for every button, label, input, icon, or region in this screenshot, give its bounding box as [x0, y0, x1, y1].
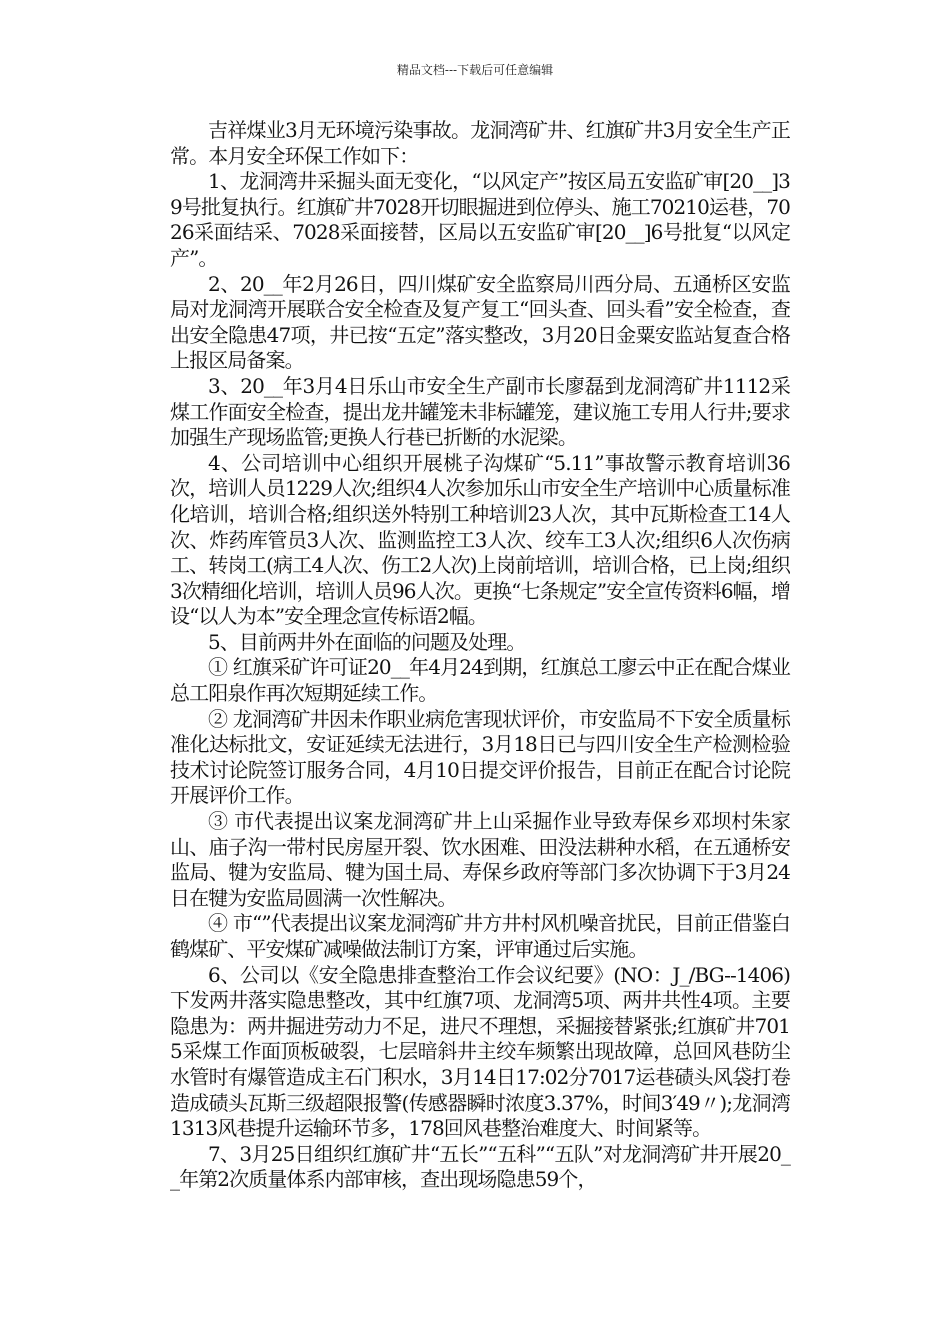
paragraph-item-3: 3、20__年3月4日乐山市安全生产副市长廖磊到龙洞湾矿井1112采煤工作面安全检查，提出龙井罐笼未非标罐笼，建议施工专用人行井;要求加强生产现场监管;更换人行巷已折断的水泥梁。: [170, 373, 790, 450]
paragraph-subitem-1: ① 红旗采矿许可证20__年4月24到期，红旗总工廖云中正在配合煤业总工阳泉作再次短期延续工作。: [170, 655, 790, 706]
paragraph-item-5: 5、目前两井外在面临的问题及处理。: [208, 629, 526, 654]
document-body: [170, 118, 790, 1193]
paragraph-item-6: 6、公司以《安全隐患排查整治工作会议纪要》(NO：J_/BG--1406)下发两井落实隐患整改，其中红旗7项、龙洞湾5项、两井共性4项。主要隐患为：两井掘进劳动力不足，进尺不理想，采掘接替紧张;红旗矿井7015采煤工作面顶板破裂，七层暗斜井主绞车频繁出现故障，总回风巷防尘水管时有爆管造成主石门积水，3月14日17:02分7017运巷碛头风袋打卷造成碛头瓦斯三级超限报警(传感器瞬时浓度3.37%，时间3′49〃);龙洞湾1313风巷提升运输环节多，178回风巷整治难度大、时间紧等。: [170, 962, 790, 1141]
paragraph-item-4: 4、公司培训中心组织开展桃子沟煤矿“5.11”事故警示教育培训36次，培训人员1229人次;组织4人次参加乐山市安全生产培训中心质量标准化培训，培训合格;组织送外特别工种培训23人次，其中瓦斯检查工14人次、炸药库管员3人次、监测监控工3人次、绞车工3人次;组织6人次伤病工、转岗工(病工4人次、伤工2人次)上岗前培训，培训合格，已上岗;组织3次精细化培训，培训人员96人次。更换“七条规定”安全宣传资料6幅，增设“以人为本”安全理念宣传标语2幅。: [170, 450, 790, 629]
paragraph-subitem-4: ④ 市“”代表提出议案龙洞湾矿井方井村风机噪音扰民，目前正借鉴白鹤煤矿、平安煤矿减噪做法制订方案，评审通过后实施。: [170, 911, 790, 961]
paragraph-subitem-3: ③ 市代表提出议案龙洞湾矿井上山采掘作业导致寿保乡邓坝村朱家山、庙子沟一带村民房屋开裂、饮水困难、田没法耕种水稻，在五通桥安监局、犍为安监局、犍为国土局、寿保乡政府等部门多次协调下于3月24日在犍为安监局圆满一次性解决。: [170, 809, 790, 910]
paragraph-item-7: 7、3月25日组织红旗矿井“五长”“五科”“五队”对龙洞湾矿井开展20__年第2次质量体系内部审核，查出现场隐患59个，: [170, 1141, 790, 1192]
paragraph-item-2: 2、20__年2月26日，四川煤矿安全监察局川西分局、五通桥区安监局对龙洞湾开展联合安全检查及复产复工“回头查、回头看”安全检查，查出安全隐患47项，井已按“五定”落实整改，3月20日金粟安监站复查合格上报区局备案。: [170, 271, 790, 373]
page-header: 精品文档---下载后可任意编辑: [396, 63, 554, 77]
paragraph-item-1: 1、龙洞湾井采掘头面无变化，“以风定产”按区局五安监矿审[20__]39号批复执行。红旗矿井7028开切眼掘进到位停头、施工70210运巷，7026采面结采、7028采面接替，区局以五安监矿审[20__]6号批复“以风定产”。: [170, 169, 790, 270]
paragraph-subitem-2: ② 龙洞湾矿井因未作职业病危害现状评价，市安监局不下安全质量标准化达标批文，安证延续无法进行，3月18日已与四川安全生产检测检验技术讨论院签订服务合同，4月10日提交评价报告，目前正在配合讨论院开展评价工作。: [170, 706, 790, 808]
paragraph-intro: 吉祥煤业3月无环境污染事故。龙洞湾矿井、红旗矿井3月安全生产正常。本月安全环保工作如下：: [170, 118, 790, 168]
